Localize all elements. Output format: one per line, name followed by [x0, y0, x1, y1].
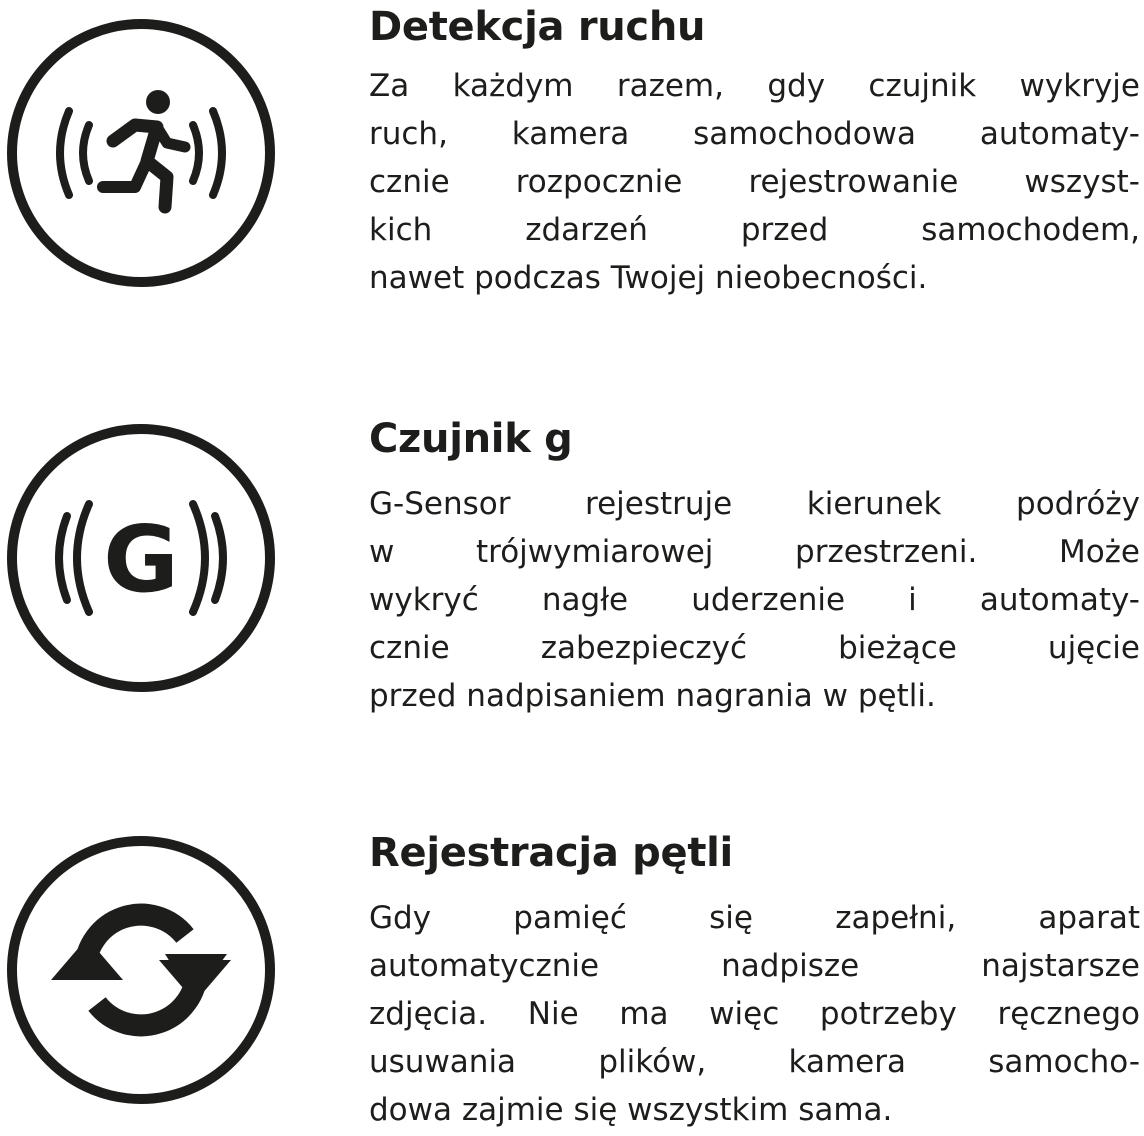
- feature-text: [369, 2, 1140, 302]
- description-line: Gdy pamięć się zapełni, aparat: [369, 900, 1140, 936]
- feature-description: [369, 894, 1140, 1134]
- description-line: automatycznie nadpisze najstarsze: [369, 948, 1140, 984]
- description-line: kich zdarzeń przed samochodem,: [369, 212, 1140, 248]
- feature-title: Rejestracja pętli: [369, 830, 733, 876]
- description-line: ruch, kamera samochodowa automaty-: [369, 116, 1140, 152]
- feature-description: [369, 480, 1140, 720]
- description-line: Za każdym razem, gdy czujnik wykryje: [369, 68, 1140, 104]
- description-line: usuwania plików, kamera samocho-: [369, 1044, 1140, 1080]
- description-line: dowa zajmie się wszystkim sama.: [369, 1092, 893, 1128]
- description-line: zdjęcia. Nie ma więc potrzeby ręcznego: [369, 996, 1140, 1032]
- description-line: cznie zabezpieczyć bieżące ujęcie: [369, 630, 1140, 666]
- feature-title: Czujnik g: [369, 416, 573, 462]
- g-letter: G: [103, 506, 179, 613]
- g-sensor-icon: [7, 424, 275, 692]
- feature-title: Detekcja ruchu: [369, 4, 706, 50]
- feature-text: [369, 414, 1140, 720]
- feature-text: [369, 828, 1140, 1134]
- loop-recording-icon: [7, 836, 275, 1104]
- description-line: w trójwymiarowej przestrzeni. Może: [369, 534, 1140, 570]
- description-line: wykryć nagłe uderzenie i automaty-: [369, 582, 1140, 618]
- description-line: cznie rozpocznie rejestrowanie wszyst-: [369, 164, 1140, 200]
- feature-description: [369, 62, 1140, 302]
- motion-detection-icon: [7, 19, 275, 287]
- feature-loop-recording: [0, 826, 1144, 1126]
- description-line: nawet podczas Twojej nieobecności.: [369, 260, 928, 296]
- feature-motion-detection: [0, 0, 1144, 300]
- description-line: przed nadpisaniem nagrania w pętli.: [369, 678, 936, 714]
- description-line: G-Sensor rejestruje kierunek podróży: [369, 486, 1140, 522]
- feature-g-sensor: [0, 410, 1144, 714]
